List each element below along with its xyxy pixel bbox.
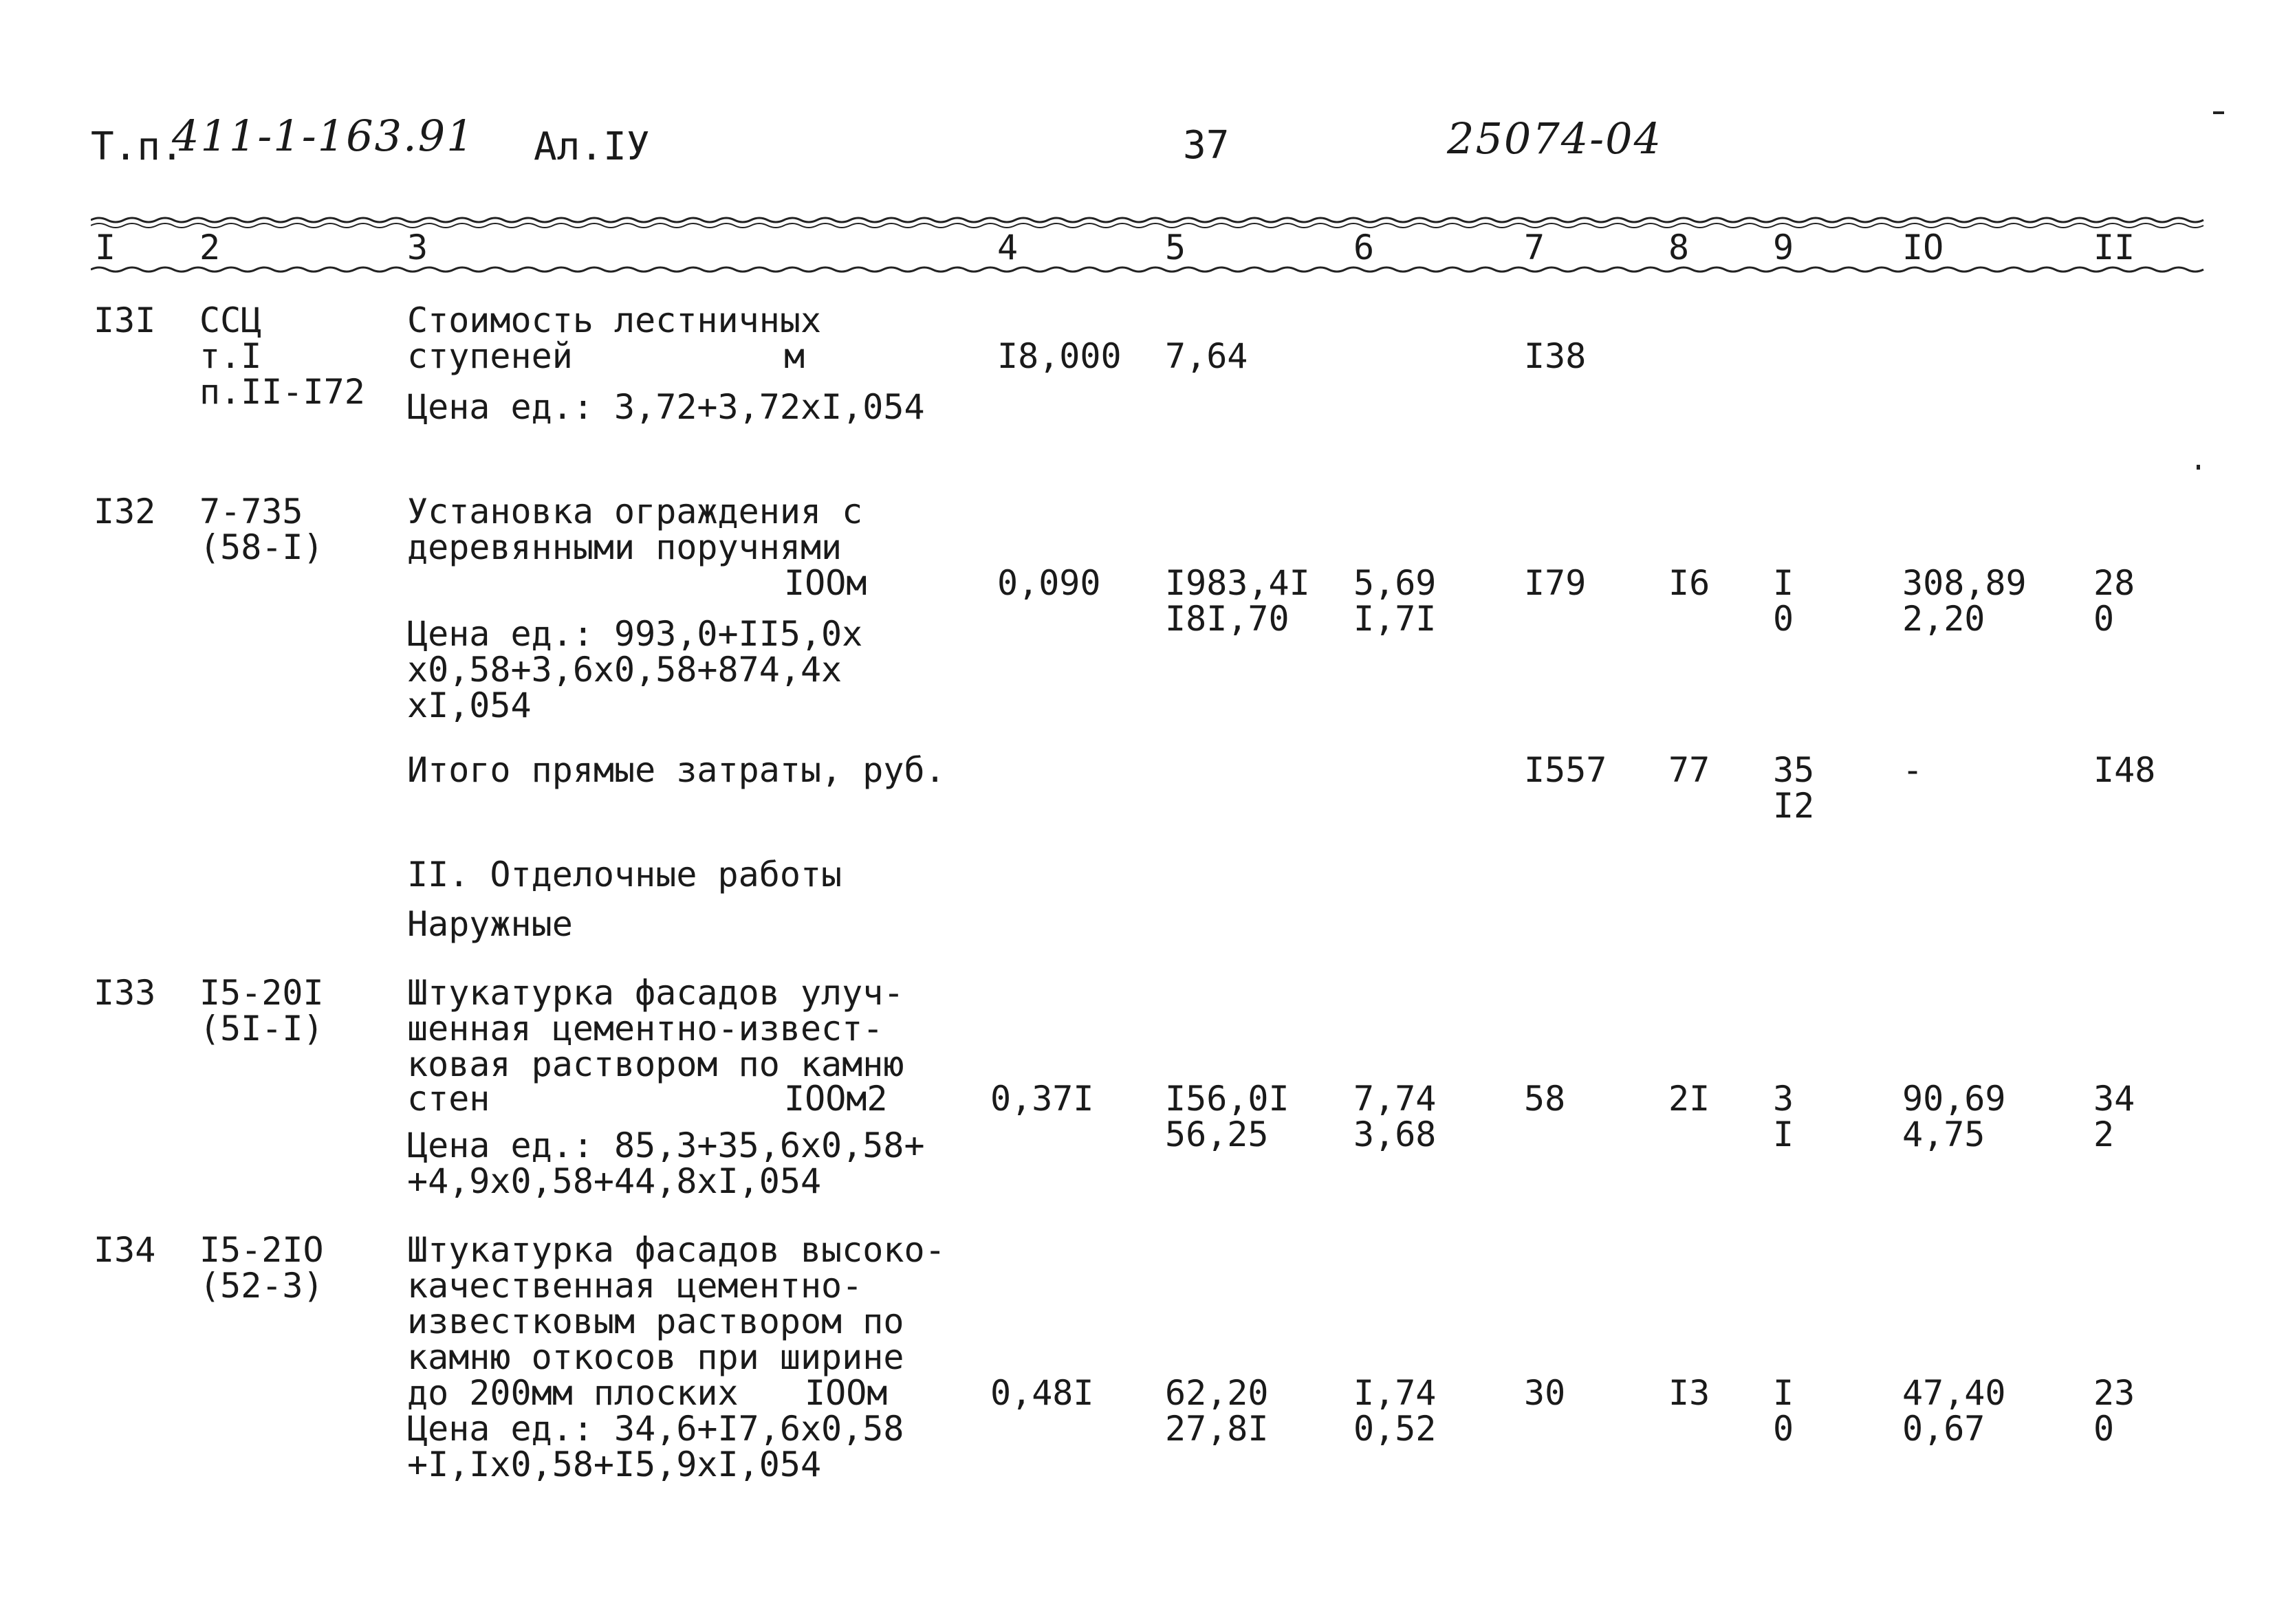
column-number: II xyxy=(2093,228,2135,267)
quantity: I8,000 xyxy=(997,336,1122,376)
unit-price-formula: хI,054 xyxy=(407,685,532,725)
total-cost: I79 xyxy=(1524,563,1587,603)
rate-code: I5-2IO xyxy=(199,1230,324,1270)
rate-code: I5-20I xyxy=(199,973,324,1013)
labor-total-machine: 0 xyxy=(2093,1409,2115,1449)
album-label: Ал.IУ xyxy=(534,124,650,169)
total-cost: 58 xyxy=(1524,1079,1566,1119)
unit-of-measure: IOOм xyxy=(784,563,867,603)
labor-per-unit: 47,40 xyxy=(1902,1373,2006,1413)
labor-total-machine: 2 xyxy=(2093,1115,2115,1154)
total-cost: I38 xyxy=(1524,336,1587,376)
labor-per-unit: 308,89 xyxy=(1902,563,2027,603)
machine-total: 3 xyxy=(1773,1079,1794,1119)
wages-total: 2I xyxy=(1668,1079,1710,1119)
row-number: I32 xyxy=(94,492,156,531)
work-description: известковым раствором по xyxy=(407,1302,904,1341)
unit-price-formula: Цена ед.: 3,72+3,72хI,054 xyxy=(407,387,925,427)
work-description: шенная цементно-извест- xyxy=(407,1009,884,1049)
column-number: IO xyxy=(1902,228,1944,267)
rate-code: (52-3) xyxy=(199,1266,324,1306)
machine-cost: 7,74 xyxy=(1353,1079,1437,1119)
unit-of-measure: IOOм xyxy=(805,1373,888,1413)
work-description: деревянными поручнями xyxy=(407,527,842,567)
unit-price-formula: +4,9х0,58+44,8хI,054 xyxy=(407,1161,822,1201)
unit-cost: 62,20 xyxy=(1165,1373,1269,1413)
column-number: 6 xyxy=(1353,228,1375,267)
unit-price-formula: х0,58+3,6х0,58+874,4х xyxy=(407,650,842,690)
column-number: 3 xyxy=(407,228,428,267)
rate-code: 7-735 xyxy=(199,492,303,531)
machine-wages-total: I xyxy=(1773,1115,1794,1154)
work-description: Установка ограждения с xyxy=(407,492,863,531)
labor-total: 28 xyxy=(2093,563,2135,603)
quantity: 0,090 xyxy=(997,563,1101,603)
doc-prefix: Т.п. xyxy=(91,124,184,169)
row-number: I34 xyxy=(94,1230,156,1270)
unit-cost-wages: 56,25 xyxy=(1165,1115,1269,1154)
machine-total: I xyxy=(1773,563,1794,603)
unit-cost-wages: I8I,70 xyxy=(1165,599,1289,639)
wages-total: I6 xyxy=(1668,563,1710,603)
column-number: 8 xyxy=(1668,228,1690,267)
total-cost: 30 xyxy=(1524,1373,1566,1413)
unit-cost: I56,0I xyxy=(1165,1079,1289,1119)
machine-wages-total: 0 xyxy=(1773,1409,1794,1449)
work-description: до 200мм плоских xyxy=(407,1373,739,1413)
section-title: II. Отделочные работы xyxy=(407,855,842,895)
project-number-handwritten: 411-1-163.91 xyxy=(172,111,475,161)
subtotal-cost: I557 xyxy=(1524,750,1607,790)
unit-price-formula: Цена ед.: 85,3+35,6х0,58+ xyxy=(407,1126,925,1165)
subsection-title: Наружные xyxy=(407,904,573,944)
column-number: 5 xyxy=(1165,228,1186,267)
machine-cost: I,74 xyxy=(1353,1373,1437,1413)
work-description: стен xyxy=(407,1079,490,1119)
rate-code: (58-I) xyxy=(199,527,324,567)
doc-number-handwritten: 25074-04 xyxy=(1447,113,1663,164)
unit-price-formula: Цена ед.: 34,6+I7,6х0,58 xyxy=(407,1409,904,1449)
column-number: 7 xyxy=(1524,228,1545,267)
subtotal-machine-wages: I2 xyxy=(1773,786,1815,826)
machine-cost-wages: 3,68 xyxy=(1353,1115,1437,1154)
scan-mark xyxy=(2213,111,2224,114)
rate-code: (5I-I) xyxy=(199,1009,324,1049)
machine-total: I xyxy=(1773,1373,1794,1413)
machine-cost-wages: I,7I xyxy=(1353,599,1437,639)
rate-code: ССЦ xyxy=(199,300,262,340)
subtotal-label: Итого прямые затраты, руб. xyxy=(407,750,946,790)
work-description: ступеней xyxy=(407,336,573,376)
labor-total-machine: 0 xyxy=(2093,599,2115,639)
row-number: I3I xyxy=(94,300,156,340)
unit-of-measure: IOOм2 xyxy=(784,1079,888,1119)
machine-cost-wages: 0,52 xyxy=(1353,1409,1437,1449)
column-number: 9 xyxy=(1773,228,1794,267)
machine-wages-total: 0 xyxy=(1773,599,1794,639)
quantity: 0,37I xyxy=(990,1079,1094,1119)
work-description: Штукатурка фасадов высоко- xyxy=(407,1230,946,1270)
column-number: 2 xyxy=(199,228,221,267)
subtotal-labor-per-unit: - xyxy=(1902,750,1924,790)
labor-per-unit: 90,69 xyxy=(1902,1079,2006,1119)
work-description: камню откосов при ширине xyxy=(407,1337,904,1377)
labor-per-unit-machine: 0,67 xyxy=(1902,1409,1985,1449)
subtotal-labor: I48 xyxy=(2093,750,2156,790)
work-description: качественная цементно- xyxy=(407,1266,863,1306)
labor-per-unit-machine: 4,75 xyxy=(1902,1115,1985,1154)
unit-price-formula: +I,Iх0,58+I5,9хI,054 xyxy=(407,1445,822,1484)
labor-total: 34 xyxy=(2093,1079,2135,1119)
subtotal-wages: 77 xyxy=(1668,750,1710,790)
row-number: I33 xyxy=(94,973,156,1013)
work-description: Штукатурка фасадов улуч- xyxy=(407,973,904,1013)
labor-per-unit-machine: 2,20 xyxy=(1902,599,1985,639)
machine-cost: 5,69 xyxy=(1353,563,1437,603)
unit-cost-wages: 27,8I xyxy=(1165,1409,1269,1449)
scan-mark xyxy=(2197,465,2200,470)
column-number: I xyxy=(95,228,116,267)
rate-code: п.II-I72 xyxy=(199,372,365,412)
unit-cost: 7,64 xyxy=(1165,336,1248,376)
labor-total: 23 xyxy=(2093,1373,2135,1413)
unit-cost: I983,4I xyxy=(1165,563,1310,603)
work-description: Стоимость лестничных xyxy=(407,300,822,340)
unit-price-formula: Цена ед.: 993,0+II5,0х xyxy=(407,614,863,654)
wages-total: I3 xyxy=(1668,1373,1710,1413)
column-number: 4 xyxy=(997,228,1019,267)
subtotal-machines: 35 xyxy=(1773,750,1815,790)
quantity: 0,48I xyxy=(990,1373,1094,1413)
page-number: 37 xyxy=(1183,123,1230,168)
rate-code: т.I xyxy=(199,336,262,376)
work-description: ковая раствором по камню xyxy=(407,1044,904,1084)
unit-of-measure: м xyxy=(784,336,805,376)
